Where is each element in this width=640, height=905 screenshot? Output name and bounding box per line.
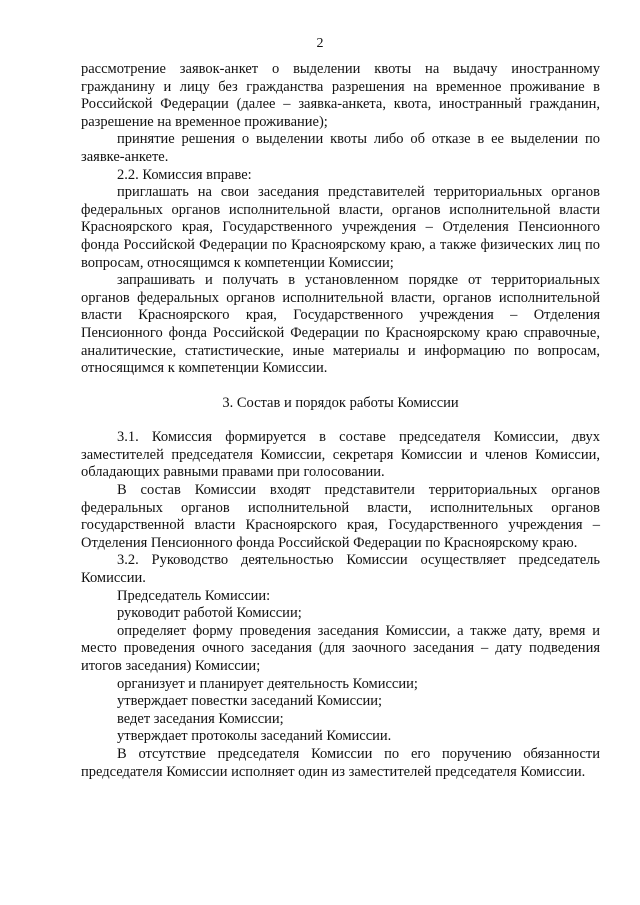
paragraph-request-materials: запрашивать и получать в установленном порядке от территориальных органов федеральных органов исполнительной власти, органов исполнительной власти Красноярского края, Государственного учреждения – Отделения Пенсионного фонда Российской Федерации по Красноярскому краю справочные, аналитические, статистические, иные материалы и информацию по вопросам, относящимся к компетенции Комиссии. bbox=[81, 272, 600, 377]
paragraph-clause-3-2: 3.2. Руководство деятельностью Комиссии осуществляет председатель Комиссии. bbox=[81, 552, 600, 587]
paragraph-commission-members: В состав Комиссии входят представители территориальных органов федеральных органов исполнительной власти, исполнительных органов государственной власти Красноярского края, Государственного учреждения – Отделения Пенсионного фонда Российской Федерации по Красноярскому краю. bbox=[81, 482, 600, 551]
spacer bbox=[81, 378, 600, 395]
spacer bbox=[81, 412, 600, 429]
list-item: организует и планирует деятельность Комиссии; bbox=[117, 675, 418, 692]
list-item: руководит работой Комиссии; bbox=[117, 605, 302, 622]
list-item: утверждает повестки заседаний Комиссии; bbox=[117, 693, 383, 710]
page-number: 2 bbox=[316, 36, 324, 51]
paragraph-invite-representatives: приглашать на свои заседания представителей территориальных органов федеральных органов исполнительной власти, органов исполнительной власти Красноярского края, Государственного учреждения – Отделения Пенсионного фонда Российской Федерации по Красноярскому краю, а также физических лиц по вопросам, относящимся к компетенции Комиссии; bbox=[81, 184, 600, 271]
paragraph-chairman: Председатель Комиссии: bbox=[117, 587, 271, 604]
list-item: определяет форму проведения заседания Комиссии, а также дату, время и место проведения очного заседания (для заочного заседания – дату подведения итогов заседания) Комиссии; bbox=[81, 622, 600, 674]
paragraph-deputy-replacement: В отсутствие председателя Комиссии по его поручению обязанности председателя Комиссии исполняет один из заместителей председателя Комиссии. bbox=[81, 745, 600, 780]
paragraph-clause-3-1: 3.1. Комиссия формируется в составе председателя Комиссии, двух заместителей председателя Комиссии, секретаря Комиссии и членов Комиссии, обладающих равными правами при голосовании. bbox=[81, 429, 600, 481]
list-item: ведет заседания Комиссии; bbox=[117, 710, 284, 727]
paragraph-quota-review: рассмотрение заявок-анкет о выделении квоты на выдачу иностранному гражданину и лицу без гражданства разрешения на временное проживание в Российской Федерации (далее – заявка-анкета, квота, иностранный гражданин, разрешение на временное проживание); bbox=[81, 61, 600, 130]
document-body bbox=[81, 61, 600, 781]
paragraph-clause-2-2: 2.2. Комиссия вправе: bbox=[117, 166, 252, 183]
section-heading: 3. Состав и порядок работы Комиссии bbox=[222, 394, 459, 411]
list-item: утверждает протоколы заседаний Комиссии. bbox=[117, 728, 392, 745]
paragraph-quota-decision: принятие решения о выделении квоты либо об отказе в ее выделении по заявке-анкете. bbox=[81, 131, 600, 165]
